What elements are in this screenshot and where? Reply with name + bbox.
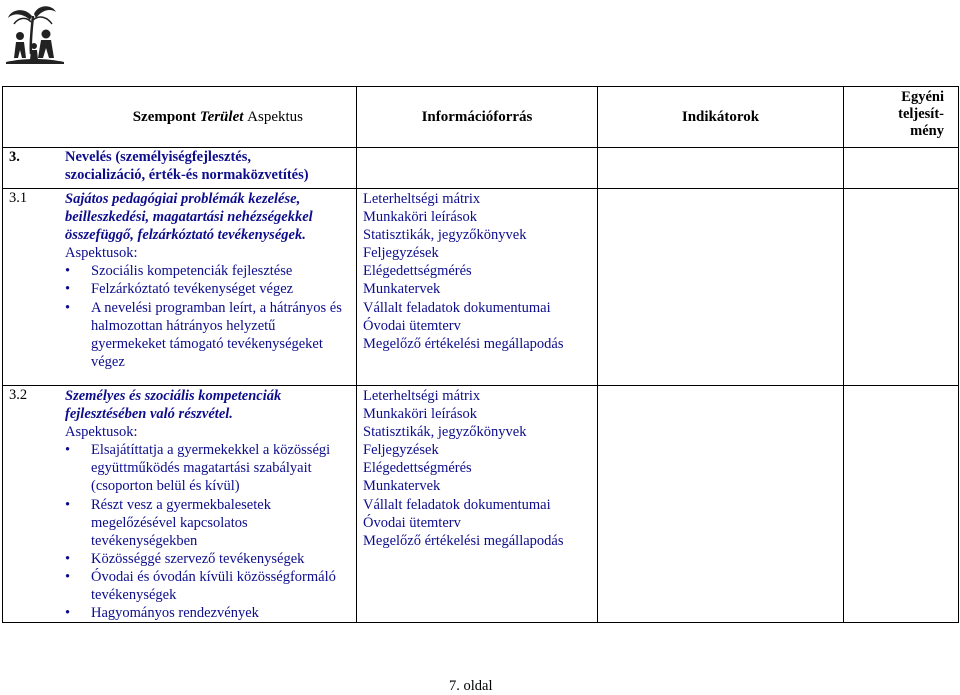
list-item: • Felzárkóztató tevékenységet végez bbox=[65, 280, 348, 298]
list-item: • Elsajátíttatja a gyermekekkel a közösségi együttműködés magatartási szabályait (csoporton belül és kívül) bbox=[65, 441, 348, 495]
header-indicators-label: Indikátorok bbox=[681, 108, 760, 125]
aspects-label: Aspektusok: bbox=[65, 424, 138, 441]
list-item: • Közösséggé szervező tevékenységek bbox=[65, 550, 348, 568]
list-item: Feljegyzések bbox=[363, 442, 439, 459]
section-title: fejlesztésében való részvétel. bbox=[65, 406, 233, 423]
header-performance-line: teljesít- bbox=[898, 106, 944, 122]
people-with-tree-logo-icon bbox=[4, 2, 66, 68]
list-item: Elégedettségmérés bbox=[363, 263, 472, 280]
header-source bbox=[357, 87, 598, 148]
section-title: szocializáció, érték-és normaközvetítés) bbox=[65, 167, 309, 184]
list-item: Munkaköri leírások bbox=[363, 406, 477, 423]
section-number: 3.1 bbox=[9, 190, 28, 206]
header-indicators bbox=[598, 87, 844, 148]
aspect-list bbox=[65, 262, 348, 371]
table-row bbox=[3, 386, 959, 623]
list-item: • A nevelési programban leírt, a hátrányos és halmozottan hátrányos helyzetű gyermekeket támogató tevékenységeket végez bbox=[65, 299, 348, 371]
list-item: Megelőző értékelési megállapodás bbox=[363, 532, 564, 549]
table-header-row bbox=[3, 87, 959, 148]
section-title: Személyes és szociális kompetenciák bbox=[65, 388, 282, 404]
list-item: Megelőző értékelési megállapodás bbox=[363, 335, 564, 352]
section-title: Sajátos pedagógiai problémák kezelése, bbox=[65, 191, 301, 207]
list-item: Vállalt feladatok dokumentumai bbox=[363, 299, 551, 316]
header-source-label: Információforrás bbox=[421, 108, 533, 125]
header-aspect-label: Aspektus bbox=[247, 108, 303, 125]
list-item: • Szociális kompetenciák fejlesztése bbox=[65, 262, 348, 280]
header-criterion-label: Szempont bbox=[132, 108, 197, 125]
list-item: • Óvodai és óvodán kívüli közösségformáló tevékenységek bbox=[65, 568, 348, 604]
table-row bbox=[3, 189, 959, 386]
evaluation-table bbox=[2, 86, 959, 623]
list-item: Statisztikák, jegyzőkönyvek bbox=[363, 227, 527, 244]
header-performance-line: mény bbox=[910, 123, 944, 139]
list-item: Munkatervek bbox=[363, 281, 441, 298]
list-item: Feljegyzések bbox=[363, 245, 439, 262]
list-item: Munkaköri leírások bbox=[363, 209, 477, 226]
list-item: Munkatervek bbox=[363, 478, 441, 495]
header-criterion bbox=[3, 87, 357, 148]
section-number: 3. bbox=[9, 149, 20, 165]
list-item: Leterheltségi mátrix bbox=[363, 388, 481, 404]
list-item: Elégedettségmérés bbox=[363, 460, 472, 477]
source-list bbox=[357, 189, 597, 353]
list-item: Leterheltségi mátrix bbox=[363, 191, 481, 207]
list-item: Óvodai ütemterv bbox=[363, 317, 461, 334]
list-item: Óvodai ütemterv bbox=[363, 514, 461, 531]
list-item: Vállalt feladatok dokumentumai bbox=[363, 496, 551, 513]
section-title: beilleszkedési, magatartási nehézségekkel bbox=[65, 209, 313, 226]
source-list bbox=[357, 386, 597, 550]
section-title: Nevelés (személyiségfejlesztés, bbox=[65, 149, 251, 165]
list-item: • Részt vesz a gyermekbalesetek megelőzésével kapcsolatos tevékenységekben bbox=[65, 496, 348, 550]
table-row bbox=[3, 148, 959, 189]
header-performance-line: Egyéni bbox=[901, 89, 944, 105]
section-title: összefüggő, felzárkóztató tevékenységek. bbox=[65, 227, 306, 244]
aspect-list bbox=[65, 441, 348, 622]
section-number: 3.2 bbox=[9, 387, 28, 403]
header-performance bbox=[844, 87, 959, 148]
aspects-label: Aspektusok: bbox=[65, 245, 138, 262]
list-item: • Hagyományos rendezvények bbox=[65, 604, 348, 622]
header-area-label: Terület bbox=[199, 108, 244, 125]
page-number: 7. oldal bbox=[449, 678, 493, 694]
list-item: Statisztikák, jegyzőkönyvek bbox=[363, 424, 527, 441]
